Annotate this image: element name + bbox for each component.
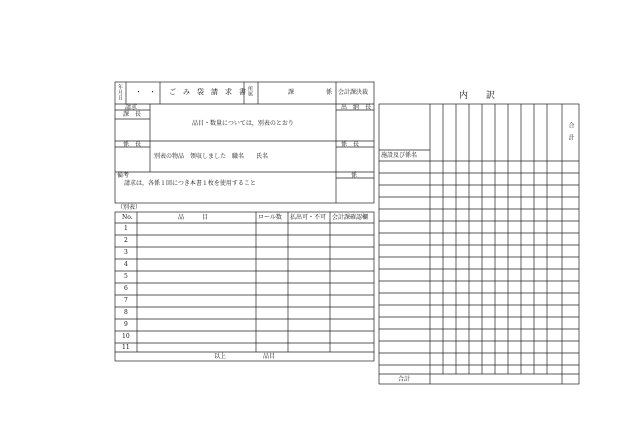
header-confirm: 会計課確認欄	[332, 214, 369, 221]
header-rolls: ロール数	[258, 214, 282, 221]
kacho-label: 課 長	[123, 111, 142, 118]
footer-ijo: 以上	[214, 353, 227, 360]
header-item: 品 目	[178, 214, 209, 221]
table-caption: （別表）	[117, 204, 142, 211]
remarks-text: 請求は，各係１回につき本書１枚を使用すること	[124, 180, 256, 187]
row-number: 7	[124, 297, 128, 304]
row-number: 4	[124, 261, 128, 268]
header-payout: 払出可・不可	[290, 214, 327, 221]
date-label: 年月日	[117, 84, 123, 101]
row-number: 2	[124, 237, 128, 244]
remarks-label: 備考	[117, 172, 130, 179]
receipt-text: 別表の物品 領収しました 職名 氏名	[154, 153, 269, 160]
row-number: 5	[124, 273, 128, 280]
row-number: 1	[124, 225, 128, 232]
total-vertical: 合計	[567, 122, 574, 146]
facility-label: 施設及び係名	[381, 152, 418, 159]
row-number: 8	[124, 309, 128, 316]
row-number: 10	[122, 333, 130, 340]
instructions-text: 品目・数量については，別表のとおり	[192, 120, 294, 127]
kakari-label: 係	[326, 89, 333, 96]
row-number: 9	[124, 321, 128, 328]
kakaricho-right: 係 長	[341, 141, 360, 148]
seikyu-label: 請求	[125, 104, 138, 111]
approval-label: 会計課決裁	[338, 89, 369, 96]
date-value: ・ ・	[135, 88, 156, 96]
kakaricho-left: 係 長	[123, 141, 142, 148]
row-number: 3	[124, 249, 128, 256]
breakdown-title: 内 訳	[459, 91, 496, 101]
total-bottom: 合計	[398, 376, 411, 383]
row-number: 11	[122, 344, 130, 351]
suitocho-label: 出 納 長	[341, 104, 372, 111]
ka-label: 課	[288, 89, 295, 96]
footer-hinmoku: 品目	[263, 353, 276, 360]
dept-label: 所属	[247, 86, 253, 96]
kakari-box-label: 係	[351, 172, 358, 179]
header-no: No.	[122, 214, 133, 221]
form-title: ご み 袋 請 求 書	[169, 88, 246, 96]
row-number: 6	[124, 285, 128, 292]
